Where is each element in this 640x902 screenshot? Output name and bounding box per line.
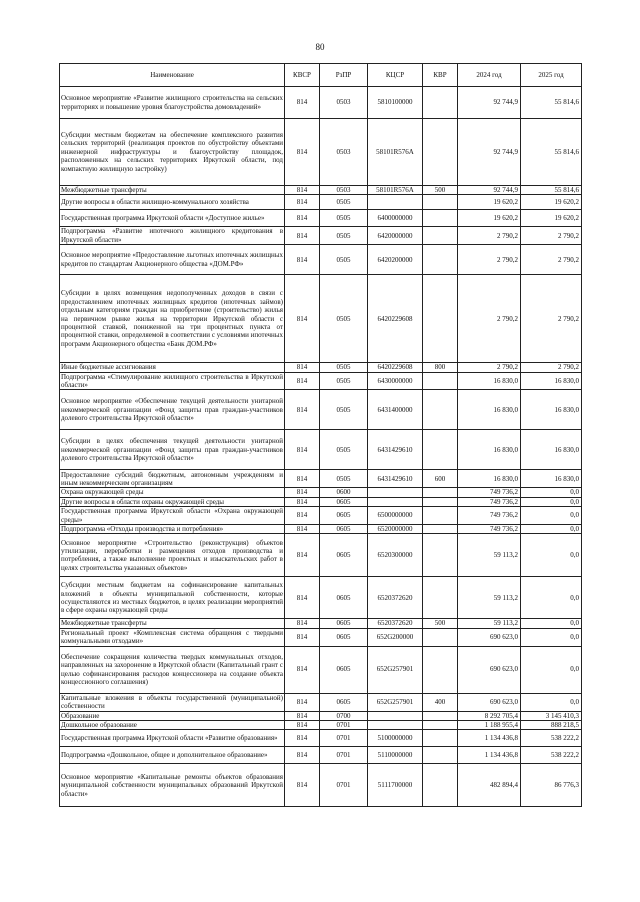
table-row bbox=[60, 363, 582, 372]
cell-kcsr: 652G257901 bbox=[368, 646, 423, 693]
cell-2024: 19 620,2 bbox=[458, 195, 521, 210]
cell-kcsr: 6430000000 bbox=[368, 372, 423, 390]
cell-kvr bbox=[423, 390, 458, 430]
cell-kvr bbox=[423, 747, 458, 764]
cell-2024: 16 830,0 bbox=[458, 372, 521, 390]
cell-kcsr: 6431429610 bbox=[368, 470, 423, 488]
table-row bbox=[60, 227, 582, 245]
cell-2024: 16 830,0 bbox=[458, 390, 521, 430]
cell-rzpr: 0701 bbox=[320, 730, 368, 747]
cell-2025: 0,0 bbox=[521, 619, 582, 628]
cell-rzpr: 0505 bbox=[320, 390, 368, 430]
cell-name: Дошкольное образование bbox=[60, 720, 285, 729]
cell-2025: 16 830,0 bbox=[521, 430, 582, 470]
cell-2024: 690 623,0 bbox=[458, 693, 521, 711]
cell-kcsr: 58101R576A bbox=[368, 119, 423, 186]
cell-2025: 2 790,2 bbox=[521, 363, 582, 372]
cell-name: Другие вопросы в области охраны окружающей среды bbox=[60, 497, 285, 506]
cell-2024: 59 113,2 bbox=[458, 619, 521, 628]
cell-name: Субсидии в целях обеспечения текущей деятельности унитарной некоммерческой организации «Фонд защиты прав граждан-участников долевого строительства Иркутской области» bbox=[60, 430, 285, 470]
cell-kcsr: 58101R576A bbox=[368, 186, 423, 195]
table-row bbox=[60, 747, 582, 764]
cell-2024: 1 188 955,4 bbox=[458, 720, 521, 729]
cell-kvr bbox=[423, 87, 458, 119]
cell-kvsr: 814 bbox=[285, 363, 320, 372]
cell-rzpr: 0701 bbox=[320, 747, 368, 764]
cell-kvsr: 814 bbox=[285, 497, 320, 506]
cell-2025: 55 814,6 bbox=[521, 186, 582, 195]
cell-2025: 19 620,2 bbox=[521, 195, 582, 210]
cell-name: Межбюджетные трансферты bbox=[60, 186, 285, 195]
table-row bbox=[60, 488, 582, 497]
cell-kcsr: 6420229608 bbox=[368, 275, 423, 363]
col-header-2024: 2024 год bbox=[458, 64, 521, 87]
cell-kvsr: 814 bbox=[285, 525, 320, 534]
cell-kvsr: 814 bbox=[285, 747, 320, 764]
cell-rzpr: 0700 bbox=[320, 711, 368, 720]
table-row bbox=[60, 693, 582, 711]
cell-2025: 86 776,3 bbox=[521, 764, 582, 807]
cell-2025: 16 830,0 bbox=[521, 372, 582, 390]
table-row bbox=[60, 497, 582, 506]
cell-kcsr: 6400000000 bbox=[368, 210, 423, 227]
table-row bbox=[60, 646, 582, 693]
page-number: 80 bbox=[315, 42, 325, 52]
cell-2024: 2 790,2 bbox=[458, 363, 521, 372]
cell-2024: 690 623,0 bbox=[458, 646, 521, 693]
cell-2025: 538 222,2 bbox=[521, 747, 582, 764]
cell-rzpr: 0505 bbox=[320, 227, 368, 245]
cell-kcsr: 5111700000 bbox=[368, 764, 423, 807]
cell-2024: 749 736,2 bbox=[458, 488, 521, 497]
cell-kvr bbox=[423, 730, 458, 747]
table-row bbox=[60, 210, 582, 227]
cell-name: Государственная программа Иркутской области «Охрана окружающей среды» bbox=[61, 507, 283, 524]
cell-rzpr: 0605 bbox=[320, 628, 368, 646]
cell-2024: 8 292 705,4 bbox=[458, 711, 521, 720]
cell-kvr bbox=[423, 195, 458, 210]
cell-rzpr: 0505 bbox=[320, 245, 368, 275]
table-row bbox=[60, 119, 582, 186]
cell-rzpr: 0605 bbox=[320, 646, 368, 693]
cell-kvr bbox=[423, 497, 458, 506]
cell-kvsr: 814 bbox=[285, 507, 320, 525]
cell-kvsr: 814 bbox=[285, 534, 320, 577]
cell-kvsr: 814 bbox=[285, 245, 320, 275]
cell-name: Капитальные вложения в объекты государственной (муниципальной) собственности bbox=[61, 693, 283, 711]
cell-2024: 2 790,2 bbox=[458, 275, 521, 363]
cell-2025: 2 790,2 bbox=[521, 227, 582, 245]
cell-kvr bbox=[423, 720, 458, 729]
cell-kvr: 500 bbox=[423, 186, 458, 195]
cell-name: Основное мероприятие «Капитальные ремонты объектов образования муниципальной собственности муниципальных образований Иркутской области» bbox=[60, 764, 285, 807]
cell-2024: 19 620,2 bbox=[458, 210, 521, 227]
cell-kvr: 800 bbox=[423, 363, 458, 372]
cell-kvsr: 814 bbox=[285, 186, 320, 195]
cell-kvr: 500 bbox=[423, 619, 458, 628]
cell-kvsr: 814 bbox=[285, 227, 320, 245]
cell-2025: 2 790,2 bbox=[521, 275, 582, 363]
cell-2024: 749 736,2 bbox=[458, 507, 521, 525]
cell-kcsr bbox=[368, 711, 423, 720]
cell-kvsr: 814 bbox=[285, 119, 320, 186]
cell-kvr bbox=[423, 646, 458, 693]
cell-2025: 0,0 bbox=[521, 577, 582, 619]
cell-kcsr: 6420229608 bbox=[368, 363, 423, 372]
cell-name: Основное мероприятие «Обеспечение текущей деятельности унитарной некоммерческой организации «Фонд защиты прав граждан-участников долевого строительства Иркутской области» bbox=[60, 390, 285, 430]
cell-kvr bbox=[423, 227, 458, 245]
cell-kcsr bbox=[368, 488, 423, 497]
cell-kcsr: 652G200000 bbox=[368, 628, 423, 646]
table-row bbox=[60, 628, 582, 646]
cell-2024: 92 744,9 bbox=[458, 87, 521, 119]
cell-2025: 0,0 bbox=[521, 693, 582, 711]
cell-kvsr: 814 bbox=[285, 430, 320, 470]
cell-kvr bbox=[423, 764, 458, 807]
cell-kvsr: 814 bbox=[285, 87, 320, 119]
cell-kvr bbox=[423, 534, 458, 577]
cell-2024: 2 790,2 bbox=[458, 245, 521, 275]
cell-kvsr: 814 bbox=[285, 577, 320, 619]
cell-kvsr: 814 bbox=[285, 210, 320, 227]
cell-kvsr: 814 bbox=[285, 390, 320, 430]
cell-kvr bbox=[423, 711, 458, 720]
cell-rzpr: 0600 bbox=[320, 488, 368, 497]
cell-rzpr: 0505 bbox=[320, 430, 368, 470]
col-header-name: Наименование bbox=[60, 64, 285, 87]
cell-2024: 59 113,2 bbox=[458, 577, 521, 619]
cell-2025: 55 814,6 bbox=[521, 87, 582, 119]
table-header-row bbox=[60, 64, 582, 87]
cell-name: Охрана окружающей среды bbox=[60, 488, 285, 497]
cell-kcsr bbox=[368, 497, 423, 506]
cell-2025: 0,0 bbox=[521, 534, 582, 577]
col-header-kvr: КВР bbox=[423, 64, 458, 87]
cell-name: Обеспечение сокращения количества твердых коммунальных отходов, направленных на захоронение в Иркутской области (Капитальный грант с целью софинансирования расходов концессионера на создание объекта концессионного соглашения) bbox=[60, 646, 285, 693]
cell-name: Подпрограмма «Дошкольное, общее и дополнительное образование» bbox=[60, 747, 285, 764]
cell-2025: 0,0 bbox=[521, 488, 582, 497]
cell-rzpr: 0505 bbox=[320, 195, 368, 210]
cell-name: Субсидии местным бюджетам на софинансирование капитальных вложений в объекты муниципальной собственности, которые осуществляются из местных бюджетов, в целях реализации мероприятий в сфере охраны окружающей среды bbox=[60, 577, 285, 619]
cell-2025: 888 218,5 bbox=[521, 720, 582, 729]
cell-name: Подпрограмма «Отходы производства и потребления» bbox=[60, 525, 285, 534]
cell-2024: 1 134 436,8 bbox=[458, 730, 521, 747]
cell-kvsr: 814 bbox=[285, 764, 320, 807]
cell-2025: 55 814,6 bbox=[521, 119, 582, 186]
cell-kcsr: 6500000000 bbox=[368, 507, 423, 525]
cell-kvr bbox=[423, 245, 458, 275]
cell-2024: 690 623,0 bbox=[458, 628, 521, 646]
cell-2024: 92 744,9 bbox=[458, 186, 521, 195]
cell-kcsr: 5110000000 bbox=[368, 747, 423, 764]
cell-rzpr: 0505 bbox=[320, 210, 368, 227]
cell-rzpr: 0505 bbox=[320, 372, 368, 390]
cell-rzpr: 0605 bbox=[320, 577, 368, 619]
cell-kvsr: 814 bbox=[285, 195, 320, 210]
table-row bbox=[60, 87, 582, 119]
cell-kcsr: 6520000000 bbox=[368, 525, 423, 534]
cell-kcsr bbox=[368, 195, 423, 210]
cell-2024: 749 736,2 bbox=[458, 497, 521, 506]
table-row bbox=[60, 577, 582, 619]
cell-kvsr: 814 bbox=[285, 720, 320, 729]
cell-name: Иные бюджетные ассигнования bbox=[60, 363, 285, 372]
cell-rzpr: 0605 bbox=[320, 534, 368, 577]
table-row bbox=[60, 245, 582, 275]
cell-name: Предоставление субсидий бюджетным, автономным учреждениям и иным некоммерческим организациям bbox=[61, 470, 283, 487]
cell-kcsr: 6431400000 bbox=[368, 390, 423, 430]
cell-kcsr: 6520372620 bbox=[368, 619, 423, 628]
cell-kvr bbox=[423, 430, 458, 470]
cell-kvr bbox=[423, 488, 458, 497]
cell-name: Основное мероприятие «Строительство (реконструкция) объектов утилизации, переработки и размещения отходов производства и потребления, а также выполнение проектных и изыскательских работ в целях строительства указанных объектов» bbox=[60, 534, 285, 577]
cell-kvsr: 814 bbox=[285, 628, 320, 646]
table-row bbox=[60, 186, 582, 195]
cell-2025: 3 145 410,3 bbox=[521, 711, 582, 720]
cell-2025: 0,0 bbox=[521, 497, 582, 506]
cell-kvsr: 814 bbox=[285, 275, 320, 363]
cell-2025: 2 790,2 bbox=[521, 245, 582, 275]
cell-rzpr: 0505 bbox=[320, 363, 368, 372]
cell-2025: 0,0 bbox=[521, 525, 582, 534]
cell-name: Государственная программа Иркутской области «Развитие образования» bbox=[60, 730, 285, 747]
cell-rzpr: 0605 bbox=[320, 497, 368, 506]
cell-kvr bbox=[423, 210, 458, 227]
cell-name: Межбюджетные трансферты bbox=[60, 619, 285, 628]
cell-kvsr: 814 bbox=[285, 730, 320, 747]
cell-kvsr: 814 bbox=[285, 488, 320, 497]
cell-kvr: 600 bbox=[423, 470, 458, 488]
cell-2025: 0,0 bbox=[521, 628, 582, 646]
cell-kcsr: 5100000000 bbox=[368, 730, 423, 747]
cell-2025: 0,0 bbox=[521, 507, 582, 525]
table-row bbox=[60, 730, 582, 747]
table-row bbox=[60, 534, 582, 577]
cell-kvr: 400 bbox=[423, 693, 458, 711]
table-row bbox=[60, 720, 582, 729]
cell-kvsr: 814 bbox=[285, 619, 320, 628]
cell-2024: 92 744,9 bbox=[458, 119, 521, 186]
cell-rzpr: 0503 bbox=[320, 186, 368, 195]
cell-name: Основное мероприятие «Развитие жилищного строительства на сельских территориях и повышение уровня благоустройства домовладений» bbox=[60, 87, 285, 119]
cell-2024: 482 894,4 bbox=[458, 764, 521, 807]
cell-kcsr: 6520372620 bbox=[368, 577, 423, 619]
col-header-rzpr: РзПР bbox=[320, 64, 368, 87]
table-row bbox=[60, 507, 582, 525]
cell-kvr bbox=[423, 628, 458, 646]
table-row bbox=[60, 195, 582, 210]
cell-rzpr: 0503 bbox=[320, 119, 368, 186]
cell-rzpr: 0605 bbox=[320, 693, 368, 711]
cell-kcsr: 5810100000 bbox=[368, 87, 423, 119]
cell-name: Образование bbox=[60, 711, 285, 720]
cell-kvr bbox=[423, 275, 458, 363]
cell-rzpr: 0503 bbox=[320, 87, 368, 119]
cell-2024: 16 830,0 bbox=[458, 470, 521, 488]
cell-kvsr: 814 bbox=[285, 646, 320, 693]
cell-kcsr: 652G257901 bbox=[368, 693, 423, 711]
cell-2024: 59 113,2 bbox=[458, 534, 521, 577]
budget-table bbox=[59, 63, 582, 807]
cell-kvsr: 814 bbox=[285, 470, 320, 488]
cell-rzpr: 0701 bbox=[320, 764, 368, 807]
col-header-kvsr: КВСР bbox=[285, 64, 320, 87]
cell-2025: 0,0 bbox=[521, 646, 582, 693]
table-row bbox=[60, 275, 582, 363]
cell-kcsr: 6520300000 bbox=[368, 534, 423, 577]
cell-2025: 16 830,0 bbox=[521, 390, 582, 430]
cell-name: Другие вопросы в области жилищно-коммунального хозяйства bbox=[60, 195, 285, 210]
col-header-kcsr: КЦСР bbox=[368, 64, 423, 87]
cell-kvr bbox=[423, 577, 458, 619]
cell-kvr bbox=[423, 525, 458, 534]
cell-kvr bbox=[423, 372, 458, 390]
cell-kcsr: 6431429610 bbox=[368, 430, 423, 470]
cell-rzpr: 0505 bbox=[320, 275, 368, 363]
cell-2024: 1 134 436,8 bbox=[458, 747, 521, 764]
cell-kcsr bbox=[368, 720, 423, 729]
cell-rzpr: 0505 bbox=[320, 470, 368, 488]
cell-rzpr: 0605 bbox=[320, 507, 368, 525]
cell-2024: 16 830,0 bbox=[458, 430, 521, 470]
cell-kvr bbox=[423, 507, 458, 525]
cell-name: Субсидии местным бюджетам на обеспечение комплексного развития сельских территорий (реализация проектов по обустройству объектами инженерной инфраструктуры и благоустройству площадок, расположенных на сельских территориях Иркутской области, под компактную жилищную застройку) bbox=[60, 119, 285, 186]
cell-kcsr: 6420000000 bbox=[368, 227, 423, 245]
col-header-2025: 2025 год bbox=[521, 64, 582, 87]
cell-rzpr: 0701 bbox=[320, 720, 368, 729]
table-row bbox=[60, 764, 582, 807]
table-row bbox=[60, 372, 582, 390]
cell-kvr bbox=[423, 119, 458, 186]
cell-2025: 538 222,2 bbox=[521, 730, 582, 747]
cell-2024: 749 736,2 bbox=[458, 525, 521, 534]
table-row bbox=[60, 390, 582, 430]
cell-kcsr: 6420200000 bbox=[368, 245, 423, 275]
cell-name: Подпрограмма «Развитие ипотечного жилищного кредитования в Иркутской области» bbox=[61, 227, 283, 244]
cell-kvsr: 814 bbox=[285, 693, 320, 711]
cell-2025: 19 620,2 bbox=[521, 210, 582, 227]
table-row bbox=[60, 525, 582, 534]
cell-rzpr: 0605 bbox=[320, 525, 368, 534]
cell-name: Субсидии в целях возмещения недополученных доходов в связи с предоставлением ипотечных жилищных кредитов (ипотечных займов) отдельным категориям граждан на приобретение (строительство) жилья на первичном рынке жилья на территории Иркутской области с процентной ставкой, пониженной на три процентных пункта от процентной ставки, определяемой в соответствии с условиями ипотечных программ Акционерного общества «Банк ДОМ.РФ» bbox=[60, 275, 285, 363]
table-row bbox=[60, 619, 582, 628]
cell-name: Основное мероприятие «Предоставление льготных ипотечных жилищных кредитов по стандартам Акционерного общества «ДОМ.РФ» bbox=[60, 245, 285, 275]
cell-2024: 2 790,2 bbox=[458, 227, 521, 245]
table-row bbox=[60, 711, 582, 720]
cell-name: Подпрограмма «Стимулирование жилищного строительства в Иркутской области» bbox=[61, 372, 283, 390]
cell-name: Региональный проект «Комплексная система обращения с твердыми коммунальными отходами» bbox=[61, 628, 283, 646]
table-row bbox=[60, 470, 582, 488]
cell-kvsr: 814 bbox=[285, 372, 320, 390]
cell-kvsr: 814 bbox=[285, 711, 320, 720]
cell-name: Государственная программа Иркутской области «Доступное жилье» bbox=[60, 210, 285, 227]
table-row bbox=[60, 430, 582, 470]
cell-rzpr: 0605 bbox=[320, 619, 368, 628]
cell-2025: 16 830,0 bbox=[521, 470, 582, 488]
